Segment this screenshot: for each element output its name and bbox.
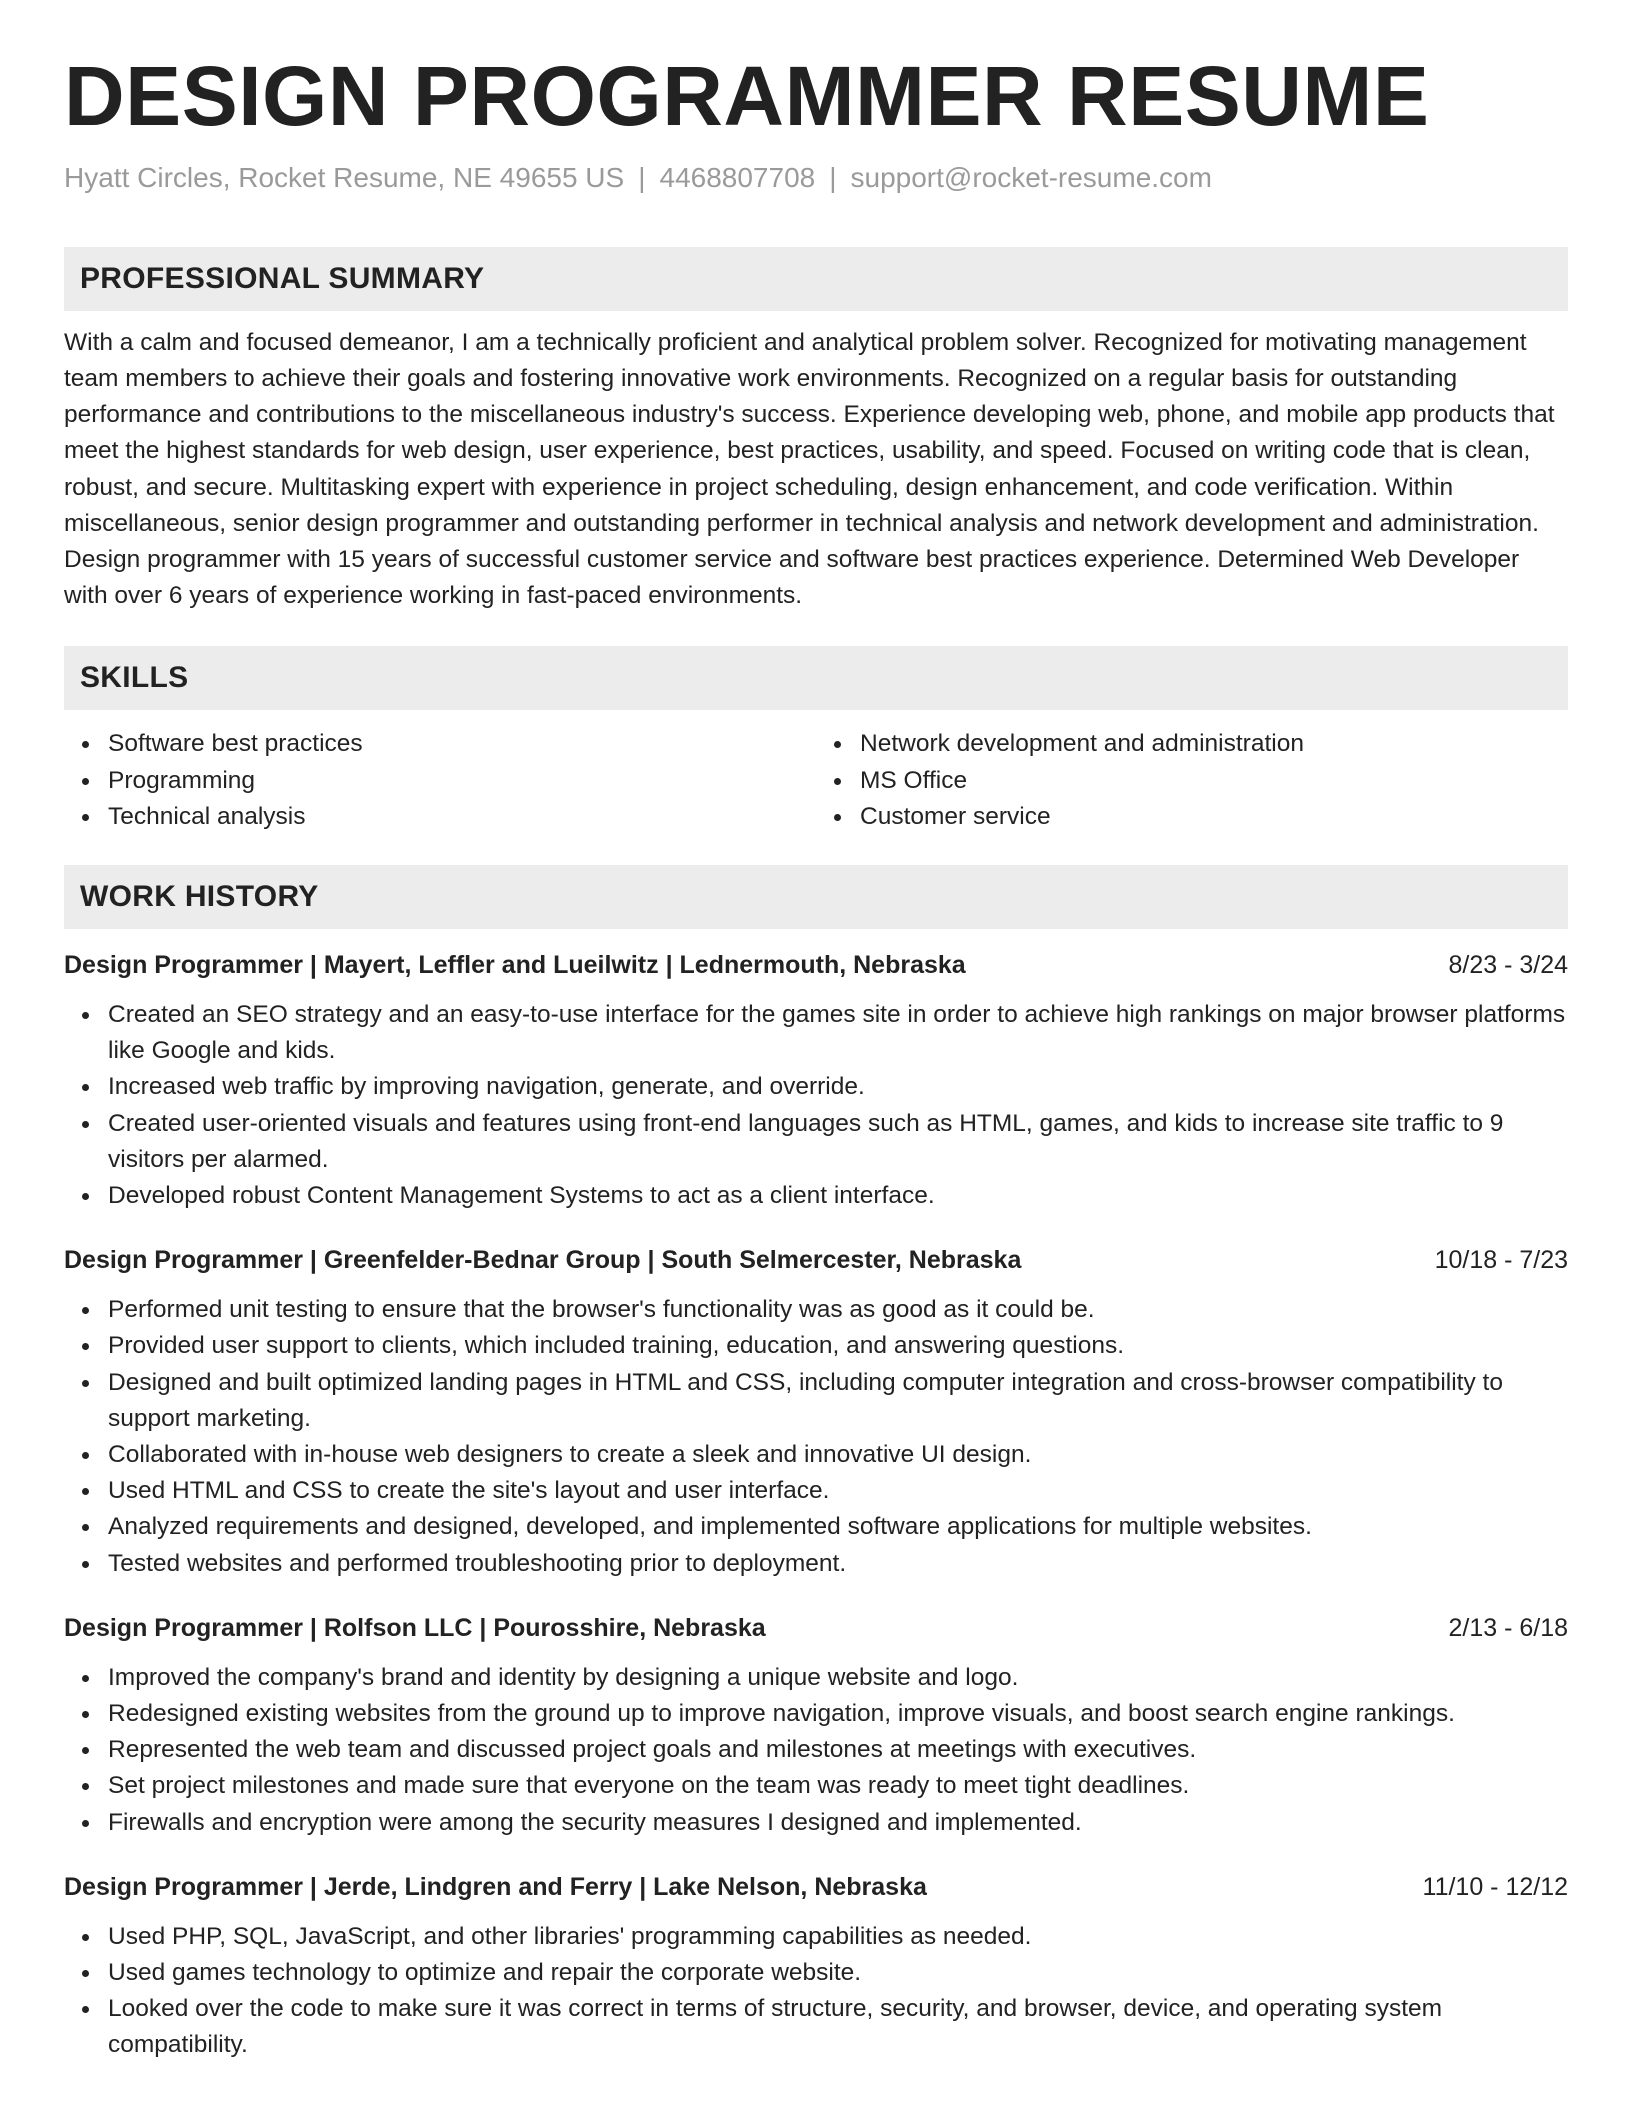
skill-item: Customer service xyxy=(816,799,1568,835)
job-bullet: Performed unit testing to ensure that the browser's functionality was as good as it could be. xyxy=(64,1292,1568,1328)
job-entry xyxy=(64,1242,1568,1582)
contact-separator: | xyxy=(829,162,837,194)
job-bullets xyxy=(64,1660,1568,1841)
job-bullet: Collaborated with in-house web designers to create a sleek and innovative UI design. xyxy=(64,1437,1568,1473)
job-dates: 8/23 - 3/24 xyxy=(1448,951,1568,980)
skills-list-right xyxy=(816,726,1568,835)
skill-item: Software best practices xyxy=(64,726,816,762)
job-bullets xyxy=(64,1919,1568,2064)
job-header xyxy=(64,947,1568,983)
job-entry xyxy=(64,947,1568,1214)
section-heading-skills: SKILLS xyxy=(64,646,1568,710)
summary-text: With a calm and focused demeanor, I am a technically proficient and analytical problem solver. Recognized for motivating management team members to achieve their goals and fostering innovative work environments. Recognized on a regular basis for outstanding performance and contributions to the miscellaneous industry's success. Experience developing web, phone, and mobile app products that meet the highest standards for web design, user experience, best practices, usability, and speed. Focused on writing code that is clean, robust, and secure. Multitasking expert with experience in project scheduling, design enhancement, and code verification. Within miscellaneous, senior design programmer and outstanding performer in technical analysis and network development and administration. Design programmer with 15 years of successful customer service and software best practices experience. Determined Web Developer with over 6 years of experience working in fast-paced environments. xyxy=(64,328,1555,610)
job-entry xyxy=(64,1610,1568,1841)
job-bullet: Used games technology to optimize and repair the corporate website. xyxy=(64,1955,1568,1991)
section-heading-work: WORK HISTORY xyxy=(64,865,1568,929)
job-bullets xyxy=(64,1292,1568,1582)
contact-email: support@rocket-resume.com xyxy=(850,162,1212,194)
skill-item: Programming xyxy=(64,763,816,799)
skill-item: MS Office xyxy=(816,763,1568,799)
skills-columns xyxy=(64,726,1568,835)
job-title: Design Programmer | Mayert, Leffler and Lueilwitz | Lednermouth, Nebraska xyxy=(64,951,966,980)
skill-item: Technical analysis xyxy=(64,799,816,835)
job-header xyxy=(64,1869,1568,1905)
contact-phone: 4468807708 xyxy=(659,162,816,194)
job-header xyxy=(64,1242,1568,1278)
job-dates: 2/13 - 6/18 xyxy=(1448,1613,1568,1642)
job-title: Design Programmer | Jerde, Lindgren and Ferry | Lake Nelson, Nebraska xyxy=(64,1872,927,1901)
job-bullet: Set project milestones and made sure that everyone on the team was ready to meet tight deadlines. xyxy=(64,1768,1568,1804)
work-history-section xyxy=(64,865,1568,2064)
job-bullet: Increased web traffic by improving navigation, generate, and override. xyxy=(64,1069,1568,1105)
job-title: Design Programmer | Greenfelder-Bednar Group | South Selmercester, Nebraska xyxy=(64,1246,1022,1275)
job-bullets xyxy=(64,997,1568,1214)
contact-address: Hyatt Circles, Rocket Resume, NE 49655 US xyxy=(64,162,625,194)
contact-line xyxy=(64,160,1568,196)
job-dates: 11/10 - 12/12 xyxy=(1422,1872,1568,1901)
skill-item: Network development and administration xyxy=(816,726,1568,762)
job-title: Design Programmer | Rolfson LLC | Pourosshire, Nebraska xyxy=(64,1613,766,1642)
skills-list-left xyxy=(64,726,816,835)
job-bullet: Improved the company's brand and identity by designing a unique website and logo. xyxy=(64,1660,1568,1696)
resume-title: DESIGN PROGRAMMER RESUME xyxy=(64,49,1430,143)
job-bullet: Redesigned existing websites from the ground up to improve navigation, improve visuals, and boost search engine rankings. xyxy=(64,1696,1568,1732)
job-bullet: Analyzed requirements and designed, developed, and implemented software applications for multiple websites. xyxy=(64,1509,1568,1545)
contact-separator: | xyxy=(638,162,646,194)
job-bullet: Created an SEO strategy and an easy-to-use interface for the games site in order to achieve high rankings on major browser platforms like Google and kids. xyxy=(64,997,1568,1069)
job-bullet: Used HTML and CSS to create the site's layout and user interface. xyxy=(64,1473,1568,1509)
section-heading-summary: PROFESSIONAL SUMMARY xyxy=(64,247,1568,311)
job-bullet: Represented the web team and discussed project goals and milestones at meetings with executives. xyxy=(64,1732,1568,1768)
job-bullet: Tested websites and performed troubleshooting prior to deployment. xyxy=(64,1546,1568,1582)
job-bullet: Firewalls and encryption were among the security measures I designed and implemented. xyxy=(64,1805,1568,1841)
skills-section xyxy=(64,646,1568,835)
job-bullet: Created user-oriented visuals and features using front-end languages such as HTML, games, and kids to increase site traffic to 9 visitors per alarmed. xyxy=(64,1106,1568,1178)
job-bullet: Developed robust Content Management Systems to act as a client interface. xyxy=(64,1178,1568,1214)
job-bullet: Designed and built optimized landing pages in HTML and CSS, including computer integration and cross-browser compatibility to support marketing. xyxy=(64,1365,1568,1437)
job-bullet: Looked over the code to make sure it was correct in terms of structure, security, and browser, device, and operating system compatibility. xyxy=(64,1991,1568,2063)
job-entry xyxy=(64,1869,1568,2064)
job-header xyxy=(64,1610,1568,1646)
job-bullet: Provided user support to clients, which included training, education, and answering questions. xyxy=(64,1328,1568,1364)
job-dates: 10/18 - 7/23 xyxy=(1434,1246,1568,1275)
job-bullet: Used PHP, SQL, JavaScript, and other libraries' programming capabilities as needed. xyxy=(64,1919,1568,1955)
professional-summary-section xyxy=(64,247,1568,615)
